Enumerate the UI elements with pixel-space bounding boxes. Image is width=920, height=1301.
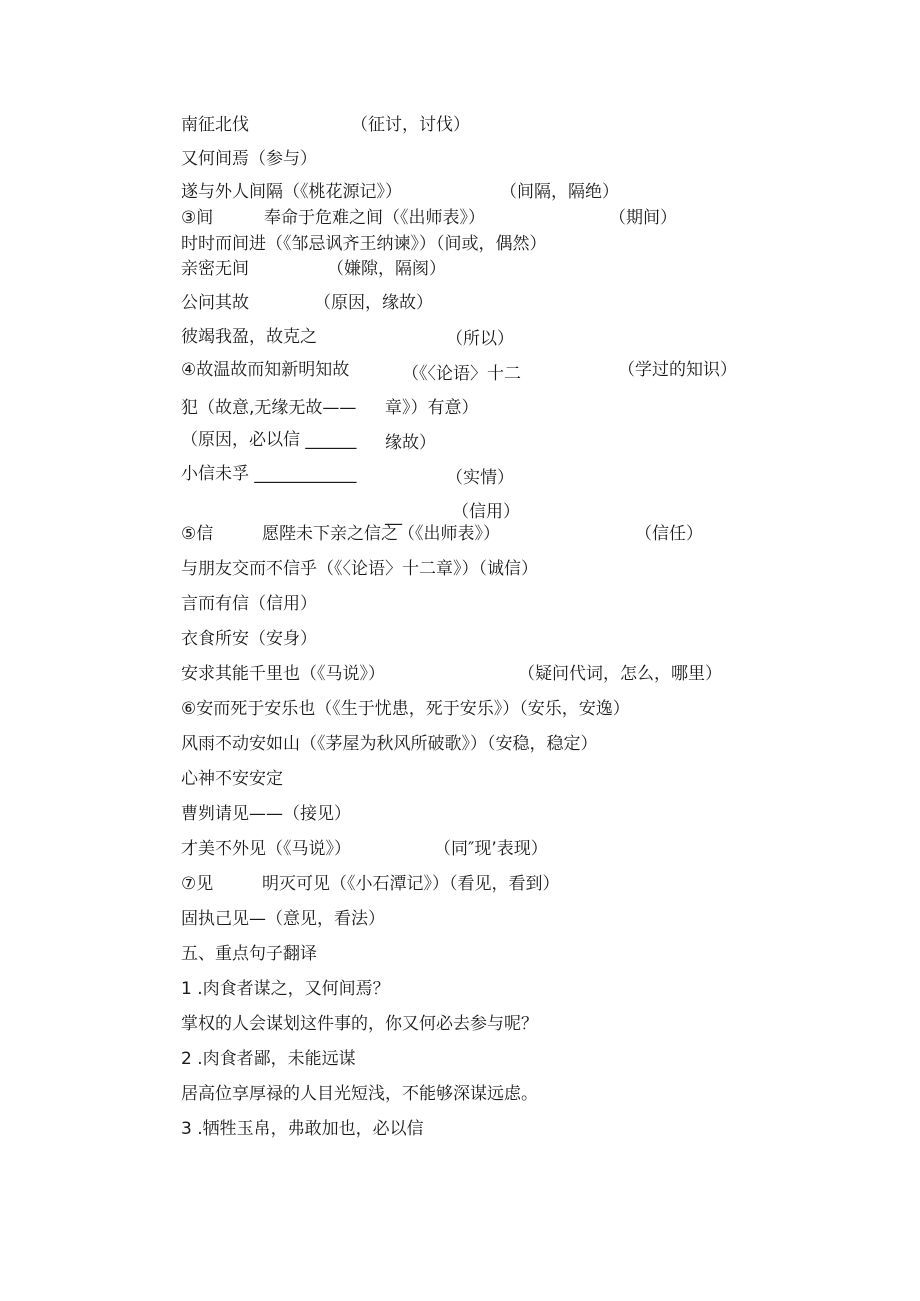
line-18-example: 安求其能千里也（《马说》）: [181, 664, 385, 684]
line-15: 与朋友交而不信乎（《〈论语〉十二章》）（诚信）: [181, 559, 538, 579]
line-18-meaning: （疑问代词，怎么，哪里）: [518, 664, 722, 684]
line-24-example: 明灭可见（《小石潭记》）（看见，看到）: [262, 874, 560, 894]
line-9-example: ④故温故而知新明知故: [181, 360, 350, 380]
line-1-word: 南征北伐: [181, 115, 249, 135]
line-11-meaning: 缘故）: [385, 433, 436, 453]
line-20: 风雨不动安如山（《茅屋为秋风所破歌》）（安稳，稳定）: [181, 734, 598, 754]
line-4-label: ③间: [181, 208, 214, 228]
sentence-3: 3 .牺牲玉帛，弗敢加也，必以信: [181, 1119, 424, 1139]
translation-1: 掌权的人会谋划这件事的，你又何必去参与呢？: [181, 1014, 538, 1034]
line-5: 时时而间进（《邹忌讽齐王纳谏》）（间或，偶然）: [181, 234, 547, 254]
line-6-word: 亲密无间: [181, 259, 249, 279]
line-3-example: 遂与外人间隔（《桃花源记》）: [181, 182, 402, 202]
line-7-meaning: （原因，缘故）: [314, 293, 433, 313]
line-10-example: 犯（故意,无缘无故——: [181, 398, 357, 418]
line-11-example: （原因，必以信 ______: [181, 430, 357, 450]
line-12-example: 小信未孚 ____________: [181, 464, 357, 484]
line-10-source: 章》）有意）: [385, 398, 479, 418]
sentence-1: 1 .肉食者谋之，又何间焉？: [181, 979, 390, 999]
line-14-example: 愿陛未下亲之信之（《出师表》）: [262, 524, 500, 544]
line-22: 曹刿请见——（接见）: [181, 804, 351, 824]
line-24-label: ⑦见: [181, 874, 214, 894]
line-4-meaning: （期间）: [609, 208, 677, 228]
line-14-meaning: （信任）: [635, 524, 703, 544]
line-8-example: 彼竭我盈，故克之: [181, 327, 317, 347]
line-2: 又何间焉（参与）: [181, 149, 317, 169]
line-4-example: 奉命于危难之间（《出师表》）: [264, 208, 485, 228]
line-16: 言而有信（信用）: [181, 594, 317, 614]
line-17: 衣食所安（安身）: [181, 629, 317, 649]
translation-2: 居高位享厚禄的人目光短浅，不能够深谋远虑。: [181, 1084, 538, 1104]
section-heading: 五、重点句子翻译: [181, 944, 317, 964]
line-19: ⑥安而死于安乐也（《生于忧患，死于安乐》）（安乐，安逸）: [181, 699, 630, 719]
line-14-label: ⑤信: [181, 524, 214, 544]
line-12-meaning: （实情）: [446, 468, 514, 488]
line-8-meaning: （所以）: [446, 329, 514, 349]
sentence-2: 2 .肉食者鄙，未能远谋: [181, 1049, 356, 1069]
line-23-example: 才美不外见（《马说》）: [181, 839, 351, 859]
line-7-example: 公问其故: [181, 293, 249, 313]
line-13-underline: __: [385, 506, 402, 526]
line-25: 固执己见—（意见，看法）: [181, 909, 385, 929]
line-21: 心神不安安定: [181, 769, 283, 789]
line-6-meaning: （嫌隙，隔阂）: [327, 259, 446, 279]
line-1-meaning: （征讨，讨伐）: [351, 115, 470, 135]
line-9-source: （《〈论语〉十二: [402, 364, 521, 384]
line-13-meaning: （信用）: [452, 502, 520, 522]
line-3-meaning: （间隔，隔绝）: [500, 182, 619, 202]
line-23-meaning: （同″现’表现）: [434, 839, 548, 859]
line-9-meaning: （学过的知识）: [618, 360, 737, 380]
